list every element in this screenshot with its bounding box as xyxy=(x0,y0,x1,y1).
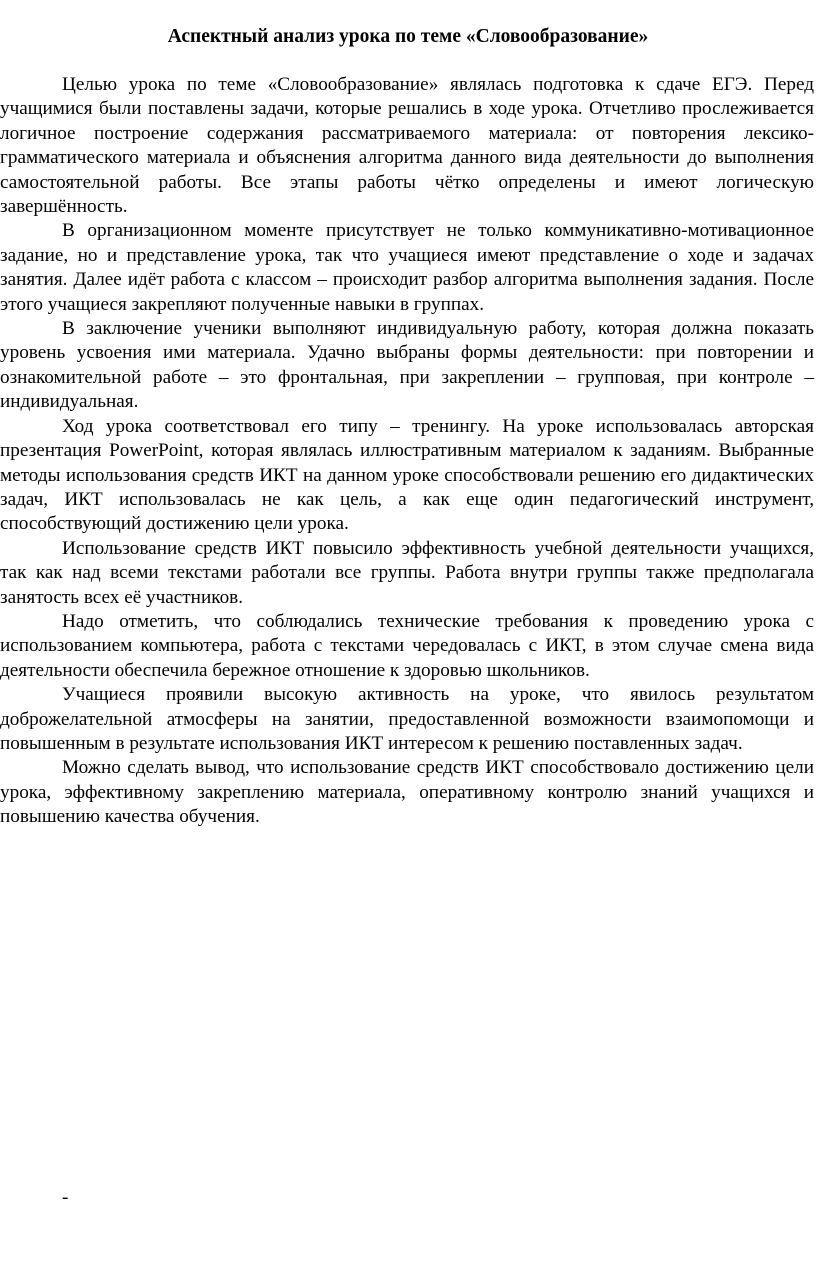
paragraph-final-conclusion: Можно сделать вывод, что использование средств ИКТ способствовало достижению цели урока, эффективному закреплению материала, оперативному контролю знаний учащихся и повышению качества обучения. xyxy=(0,757,814,828)
paragraph-goal: Целью урока по теме «Словообразование» являлась подготовка к сдаче ЕГЭ. Перед учащимися были поставлены задачи, которые решались в ходе урока. Отчетливо прослеживается логичное построение содержания рассматриваемого материала: от повторения лексико-грамматического материала и объяснения алгоритма данного вида деятельности до выполнения самостоятельной работы. Все этапы работы чётко определены и имеют логическую завершённость. xyxy=(0,74,814,218)
paragraph-technical-requirements: Надо отметить, что соблюдались технические требования к проведению урока с использованием компьютера, работа с текстами чередовалась с ИКТ, в этом случае смена вида деятельности обеспечила бережное отношение к здоровью школьников. xyxy=(0,610,814,681)
document-body xyxy=(0,73,814,830)
paragraph-ict-efficiency: Использование средств ИКТ повысило эффективность учебной деятельности учащихся, так как над всеми текстами работали все группы. Работа внутри группы также предполагала занятость всех её участников. xyxy=(0,537,814,608)
document-title: Аспектный анализ урока по теме «Словообразование» xyxy=(167,26,649,47)
paragraph-organization: В организационном моменте присутствует не только коммуникативно-мотивационное задание, но и представление урока, так что учащиеся имеют представление о ходе и задачах занятия. Далее идёт работа с классом – происходит разбор алгоритма выполнения задания. После этого учащиеся закрепляют полученные навыки в группах. xyxy=(0,220,814,315)
paragraph-conclusion: В заключение ученики выполняют индивидуальную работу, которая должна показать уровень усвоения ими материала. Удачно выбраны формы деятельности: при повторении и ознакомительной работе – это фронтальная, при закреплении – групповая, при контроле – индивидуальная. xyxy=(0,318,814,413)
paragraph-lesson-course: Ход урока соответствовал его типу – тренингу. На уроке использовалась авторская презентация PowerPoint, которая являлась иллюстративным материалом к заданиям. Выбранные методы использования средств ИКТ на данном уроке способствовали решению его дидактических задач, ИКТ использовалась не как цель, а как еще один педагогический инструмент, способствующий достижению цели урока. xyxy=(0,415,814,535)
footer-dash: - xyxy=(62,1187,69,1208)
paragraph-student-activity: Учащиеся проявили высокую активность на уроке, что явилось результатом доброжелательной атмосферы на занятии, предоставленной возможности взаимопомощи и повышенным в результате использования ИКТ интересом к решению поставленных задач. xyxy=(0,684,814,754)
